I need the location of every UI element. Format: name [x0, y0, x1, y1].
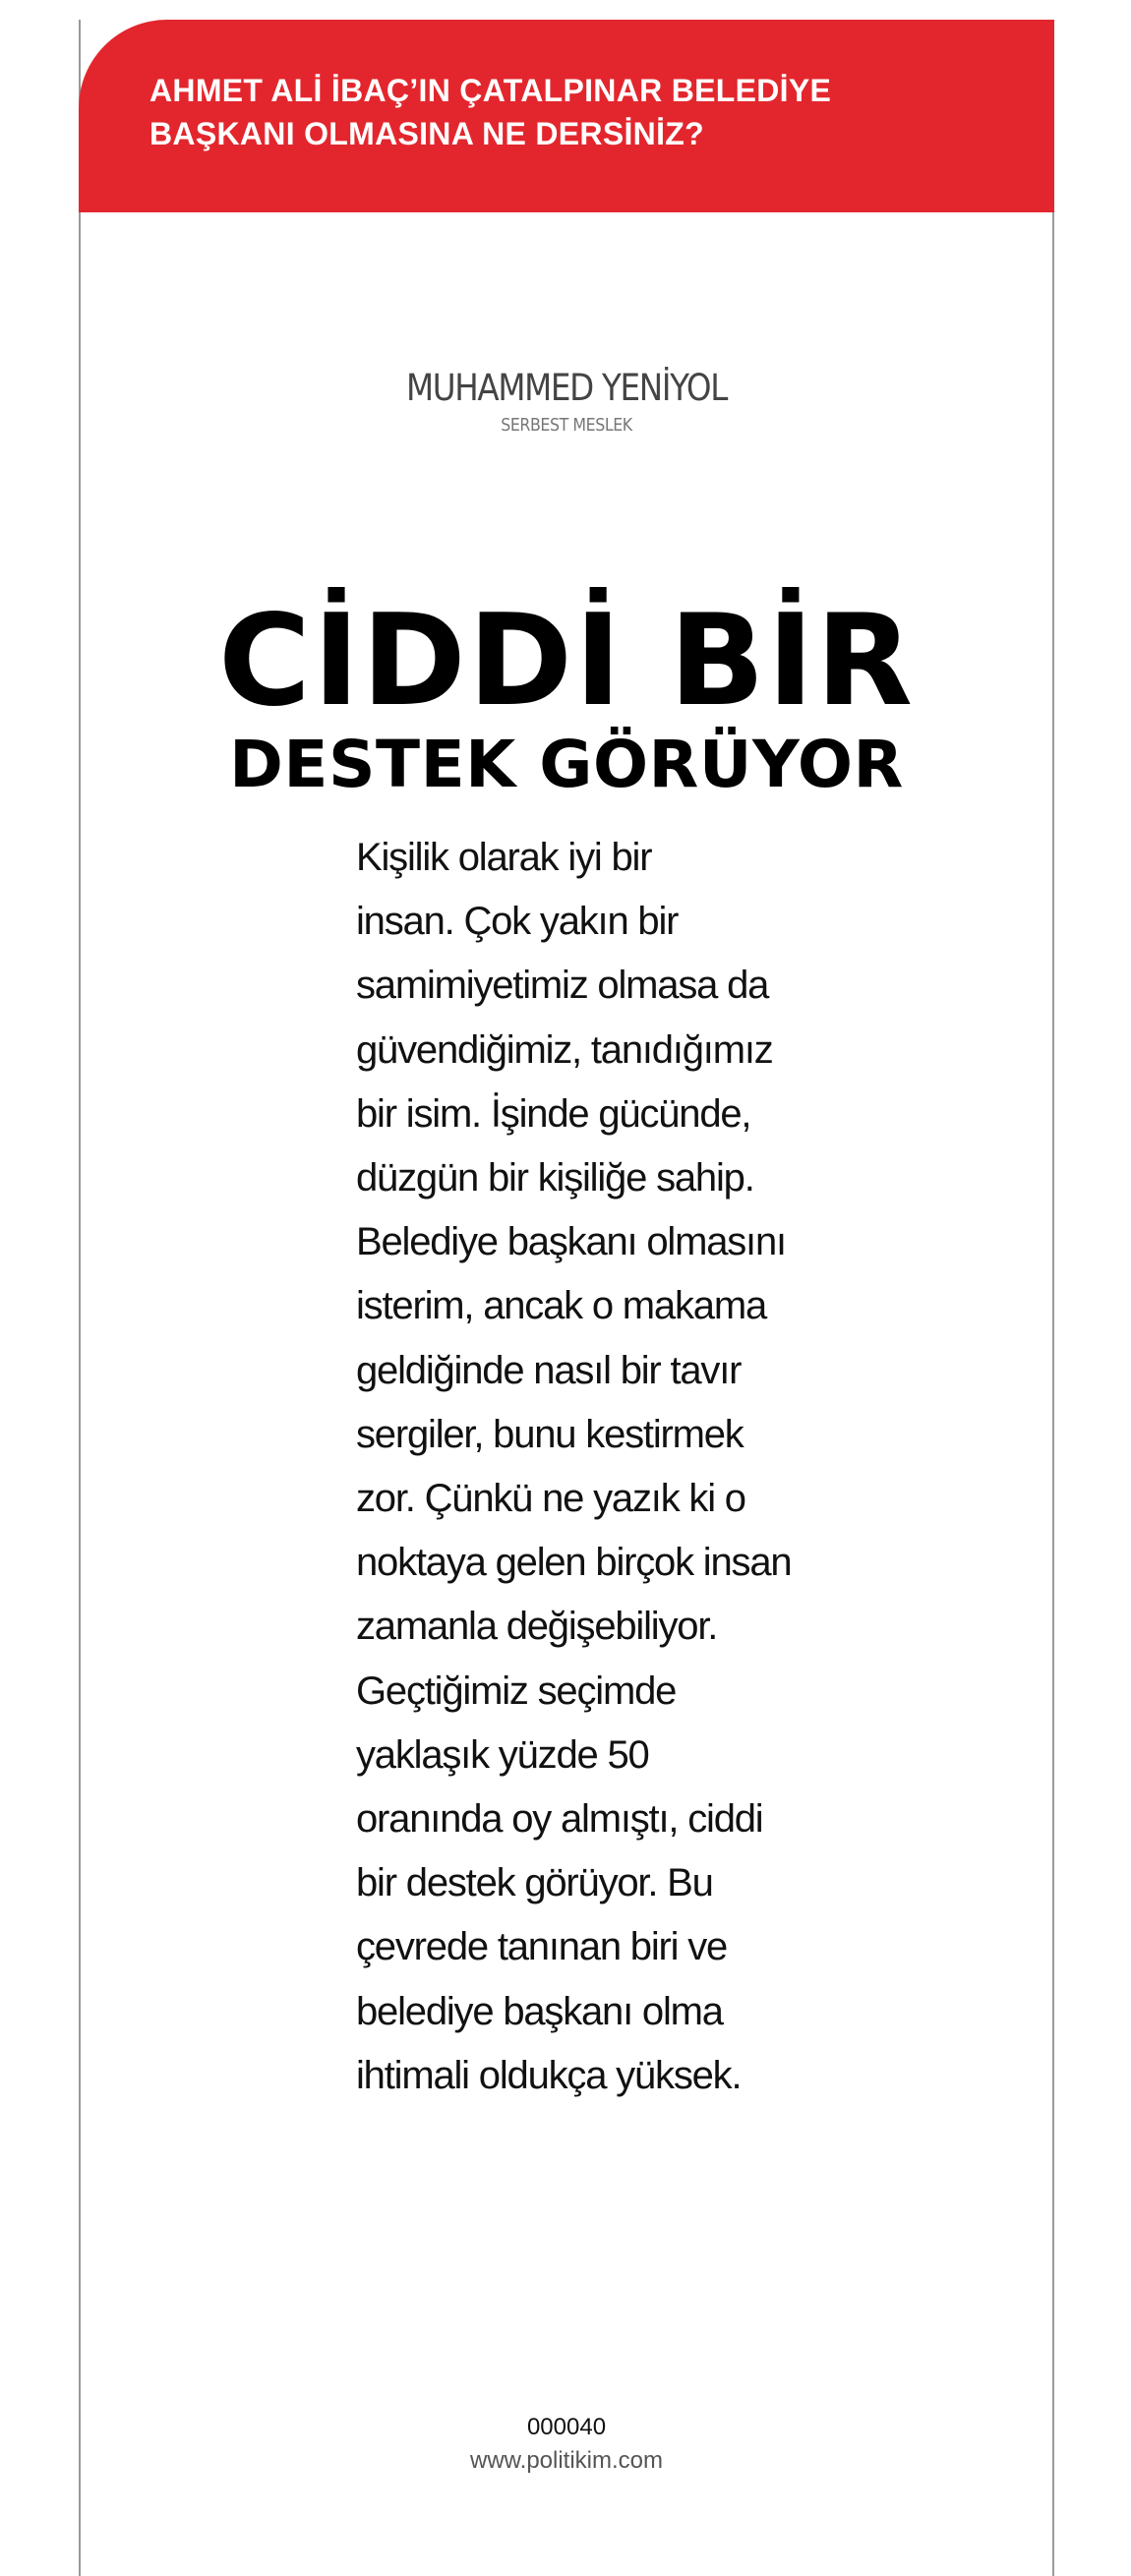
footer-code: 000040	[526, 2414, 607, 2440]
question-title: AHMET ALİ İBAÇ’IN ÇATALPINAR BELEDİYE BAŞKANI OLMASINA NE DERSİNİZ?	[149, 73, 832, 151]
question-banner	[79, 20, 1054, 212]
respondent-name: MUHAMMED YENİYOL	[405, 367, 728, 409]
respondent-occupation: SERBEST MESLEK	[501, 415, 632, 436]
headline-line-2: DESTEK GÖRÜYOR	[229, 727, 904, 802]
headline-line-1: CİDDİ BİR	[218, 588, 915, 734]
respondent-info	[79, 366, 1054, 436]
footer	[79, 2411, 1054, 2478]
headline	[79, 590, 1054, 802]
footer-website-link[interactable]: www.politikim.com	[469, 2447, 664, 2474]
answer-text: Kişilik olarak iyi bir insan. Çok yakın bir samimiyetimiz olmasa da güvendiğimiz, tanıdığımız bir isim. İşinde gücünde, düzgün bir kişiliğe sahip. Belediye başkanı olmasını isterim, ancak o makama geldiğinde nasıl bir tavır sergiler, bunu kestirmek zor. Çünkü ne yazık ki o noktaya gelen birçok insan zamanla değişebiliyor. Geçtiğimiz seçimde yaklaşık yüzde 50 oranında oy almıştı, ciddi bir destek görüyor. Bu çevrede tanınan biri ve belediye başkanı olma ihtimali oldukça yüksek.	[356, 836, 792, 2097]
